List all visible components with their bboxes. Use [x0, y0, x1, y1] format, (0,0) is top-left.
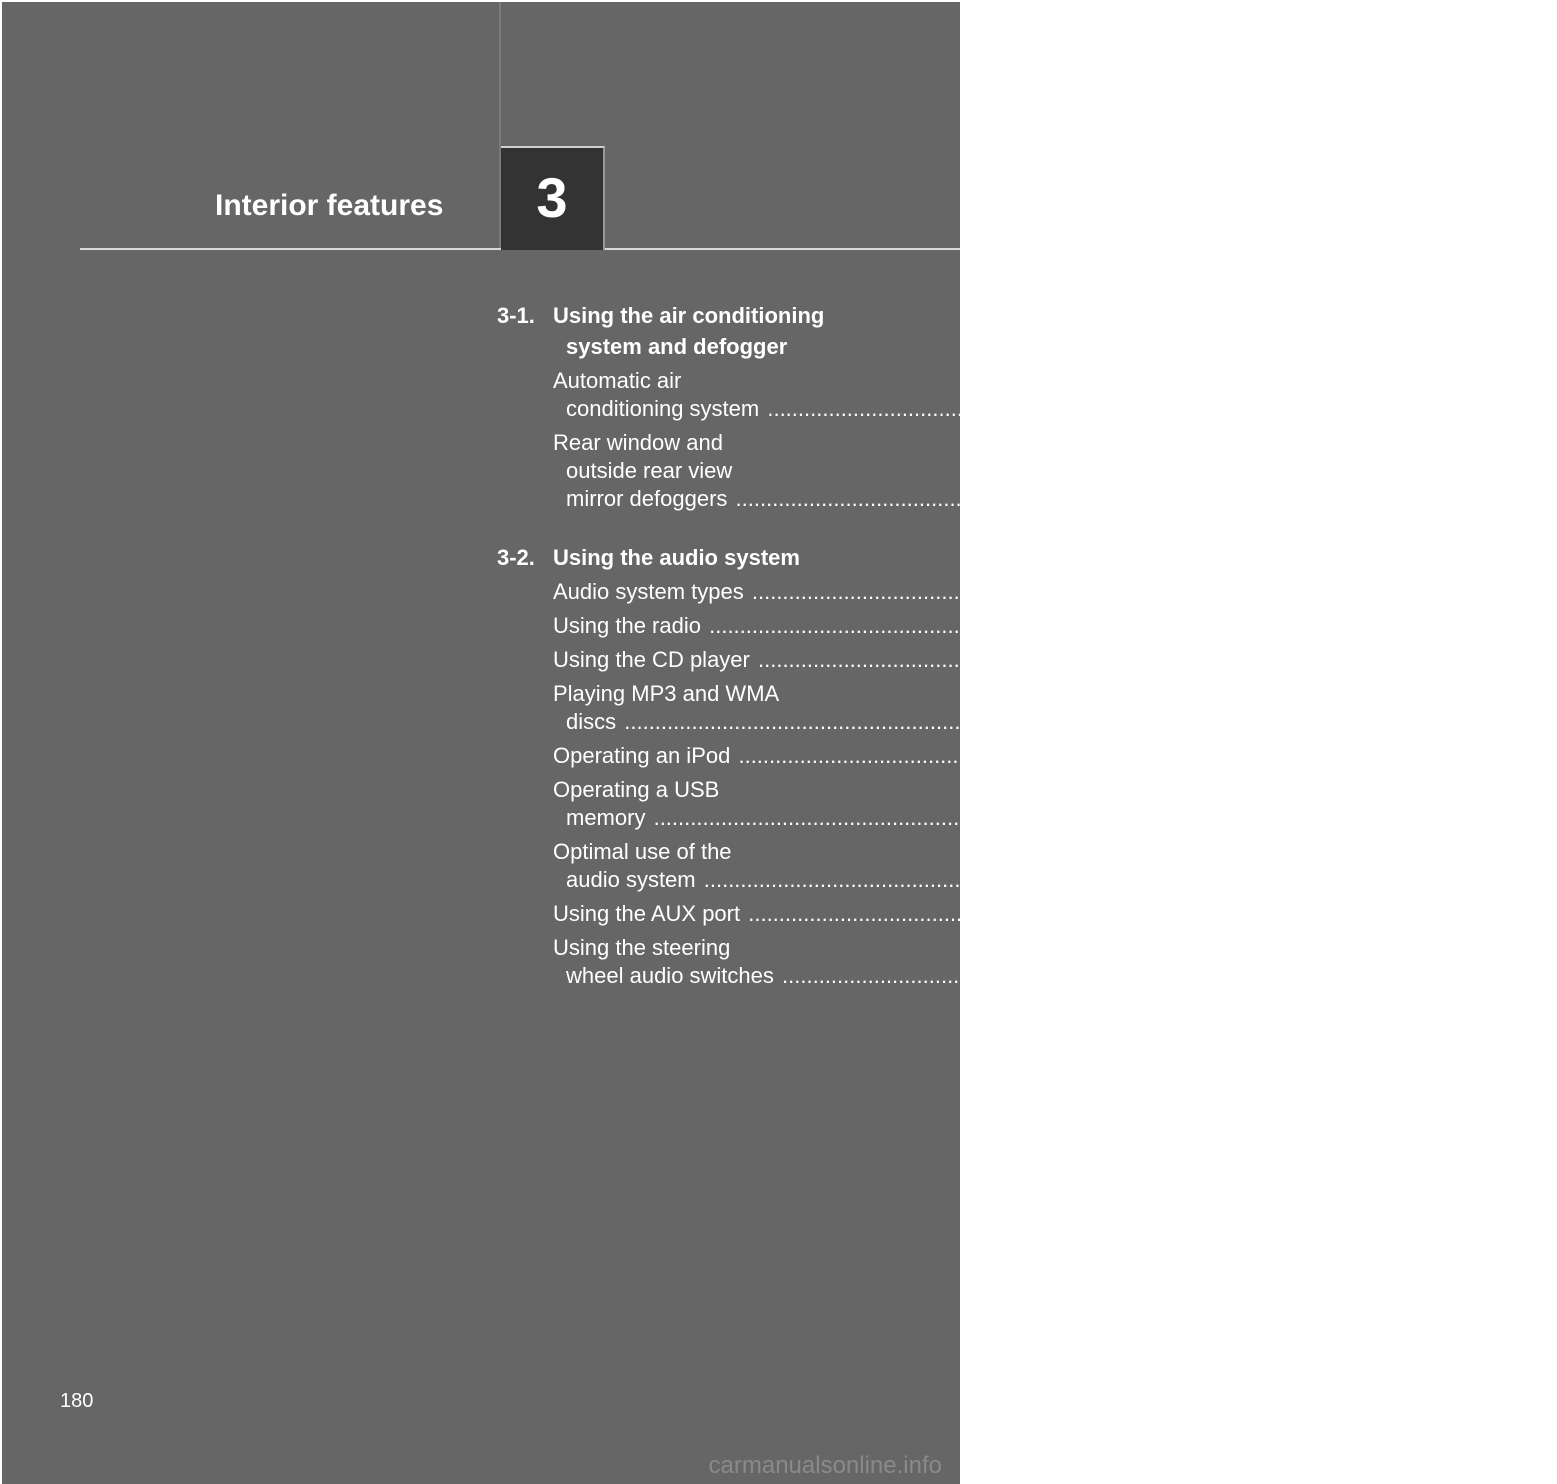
toc-entry-rear-window-defoggers[interactable]: [553, 429, 1511, 514]
entry-leader-line: [553, 612, 1485, 641]
dot-leader: [736, 486, 1469, 511]
chapter-title: Interior features: [215, 189, 444, 222]
toc-entry-audio-system-types[interactable]: [553, 578, 1527, 607]
entry-leader-line: [553, 646, 1533, 675]
entry-text-line: Using the radio: [553, 613, 701, 638]
entry-text-line: Operating an iPod: [553, 743, 731, 768]
entry-text-line: discs: [566, 709, 617, 734]
entry-text-line: Playing MP3 and WMA: [553, 681, 780, 706]
entry-page-number: 192: [1493, 582, 1527, 604]
dot-leader: [782, 963, 1515, 988]
dot-leader: [752, 579, 1485, 604]
toc-entry-playing-mp3-wma[interactable]: [553, 680, 1400, 737]
frame-border-left: [0, 0, 2, 1484]
entry-page-number: 182: [1508, 399, 1543, 421]
entry-leader-line: [553, 962, 1557, 991]
entry-text-line: wheel audio switches: [566, 963, 774, 988]
entry-page-number: 210: [1365, 712, 1400, 734]
toc-entry-using-the-radio[interactable]: [553, 612, 1485, 641]
entry-page-number: 232: [1445, 870, 1479, 892]
chapter-number: 3: [536, 166, 568, 229]
table-of-contents: [497, 300, 1557, 996]
toc-entry-automatic-air-conditioning[interactable]: [553, 367, 1543, 424]
entry-text-line: Automatic air: [553, 368, 682, 393]
toc-entry-using-aux-port[interactable]: [553, 900, 1524, 929]
entry-text-line: mirror defoggers: [566, 486, 728, 511]
entry-text-line: Using the CD player: [553, 647, 750, 672]
section-heading[interactable]: [497, 542, 870, 573]
entry-leader-line: [553, 900, 1524, 929]
entry-leader-line: [553, 804, 1429, 833]
dot-leader: [758, 647, 1491, 672]
entry-leader-line: [553, 578, 1527, 607]
toc-section-3-2: [497, 542, 1557, 991]
entry-text-line: Using the steering: [553, 935, 731, 960]
section-number: 3-1.: [497, 303, 535, 328]
entry-text-line: conditioning system: [566, 396, 760, 421]
entry-leader-line: [553, 742, 1514, 771]
entry-text-line: Using the AUX port: [553, 901, 741, 926]
toc-entry-steering-wheel-audio[interactable]: [553, 934, 1557, 991]
entry-leader-line: [553, 866, 1479, 895]
page-number: 180: [60, 1390, 94, 1412]
entry-page-number: 202: [1499, 650, 1533, 672]
entry-leader-line: [553, 485, 1511, 514]
dot-leader: [709, 613, 1442, 638]
section-number: 3-2.: [497, 545, 535, 570]
toc-entry-operating-usb-memory[interactable]: [553, 776, 1429, 833]
entry-text-line: Optimal use of the: [553, 839, 732, 864]
dot-leader: [767, 396, 1500, 421]
entry-leader-line: [553, 395, 1543, 424]
toc-entry-operating-an-ipod[interactable]: [553, 742, 1514, 771]
dot-leader: [704, 867, 1437, 892]
entry-text-line: audio system: [566, 867, 696, 892]
watermark: carmanualsonline.info: [708, 1452, 942, 1479]
entry-leader-line: [553, 708, 1400, 737]
dot-leader: [624, 709, 1357, 734]
frame-border-top: [0, 0, 960, 2]
chapter-number-box: [501, 146, 605, 250]
entry-page-number: 237: [1489, 904, 1524, 926]
entry-text-line: Rear window and: [553, 430, 723, 455]
entry-text-line: memory: [566, 805, 646, 830]
dot-leader: [738, 743, 1471, 768]
section-title-line1: Using the air conditioning: [553, 303, 825, 328]
entry-page-number: 195: [1450, 616, 1485, 638]
section-title-line1: Using the audio system: [553, 545, 800, 570]
entry-text-line: outside rear view: [566, 458, 733, 483]
entry-page-number: 239: [1523, 966, 1557, 988]
entry-page-number: 191: [1477, 489, 1511, 511]
toc-entry-optimal-use-audio[interactable]: [553, 838, 1479, 895]
dot-leader: [748, 901, 1481, 926]
entry-text-line: Operating a USB: [553, 777, 720, 802]
section-heading[interactable]: [497, 300, 870, 362]
entry-text-line: Audio system types: [553, 579, 744, 604]
section-title-line2: system and defogger: [566, 334, 788, 359]
dot-leader: [654, 805, 1387, 830]
toc-section-3-1: [497, 300, 1543, 514]
entry-page-number: 218: [1480, 746, 1514, 768]
entry-page-number: 225: [1395, 808, 1429, 830]
toc-entry-using-the-cd-player[interactable]: [553, 646, 1533, 675]
